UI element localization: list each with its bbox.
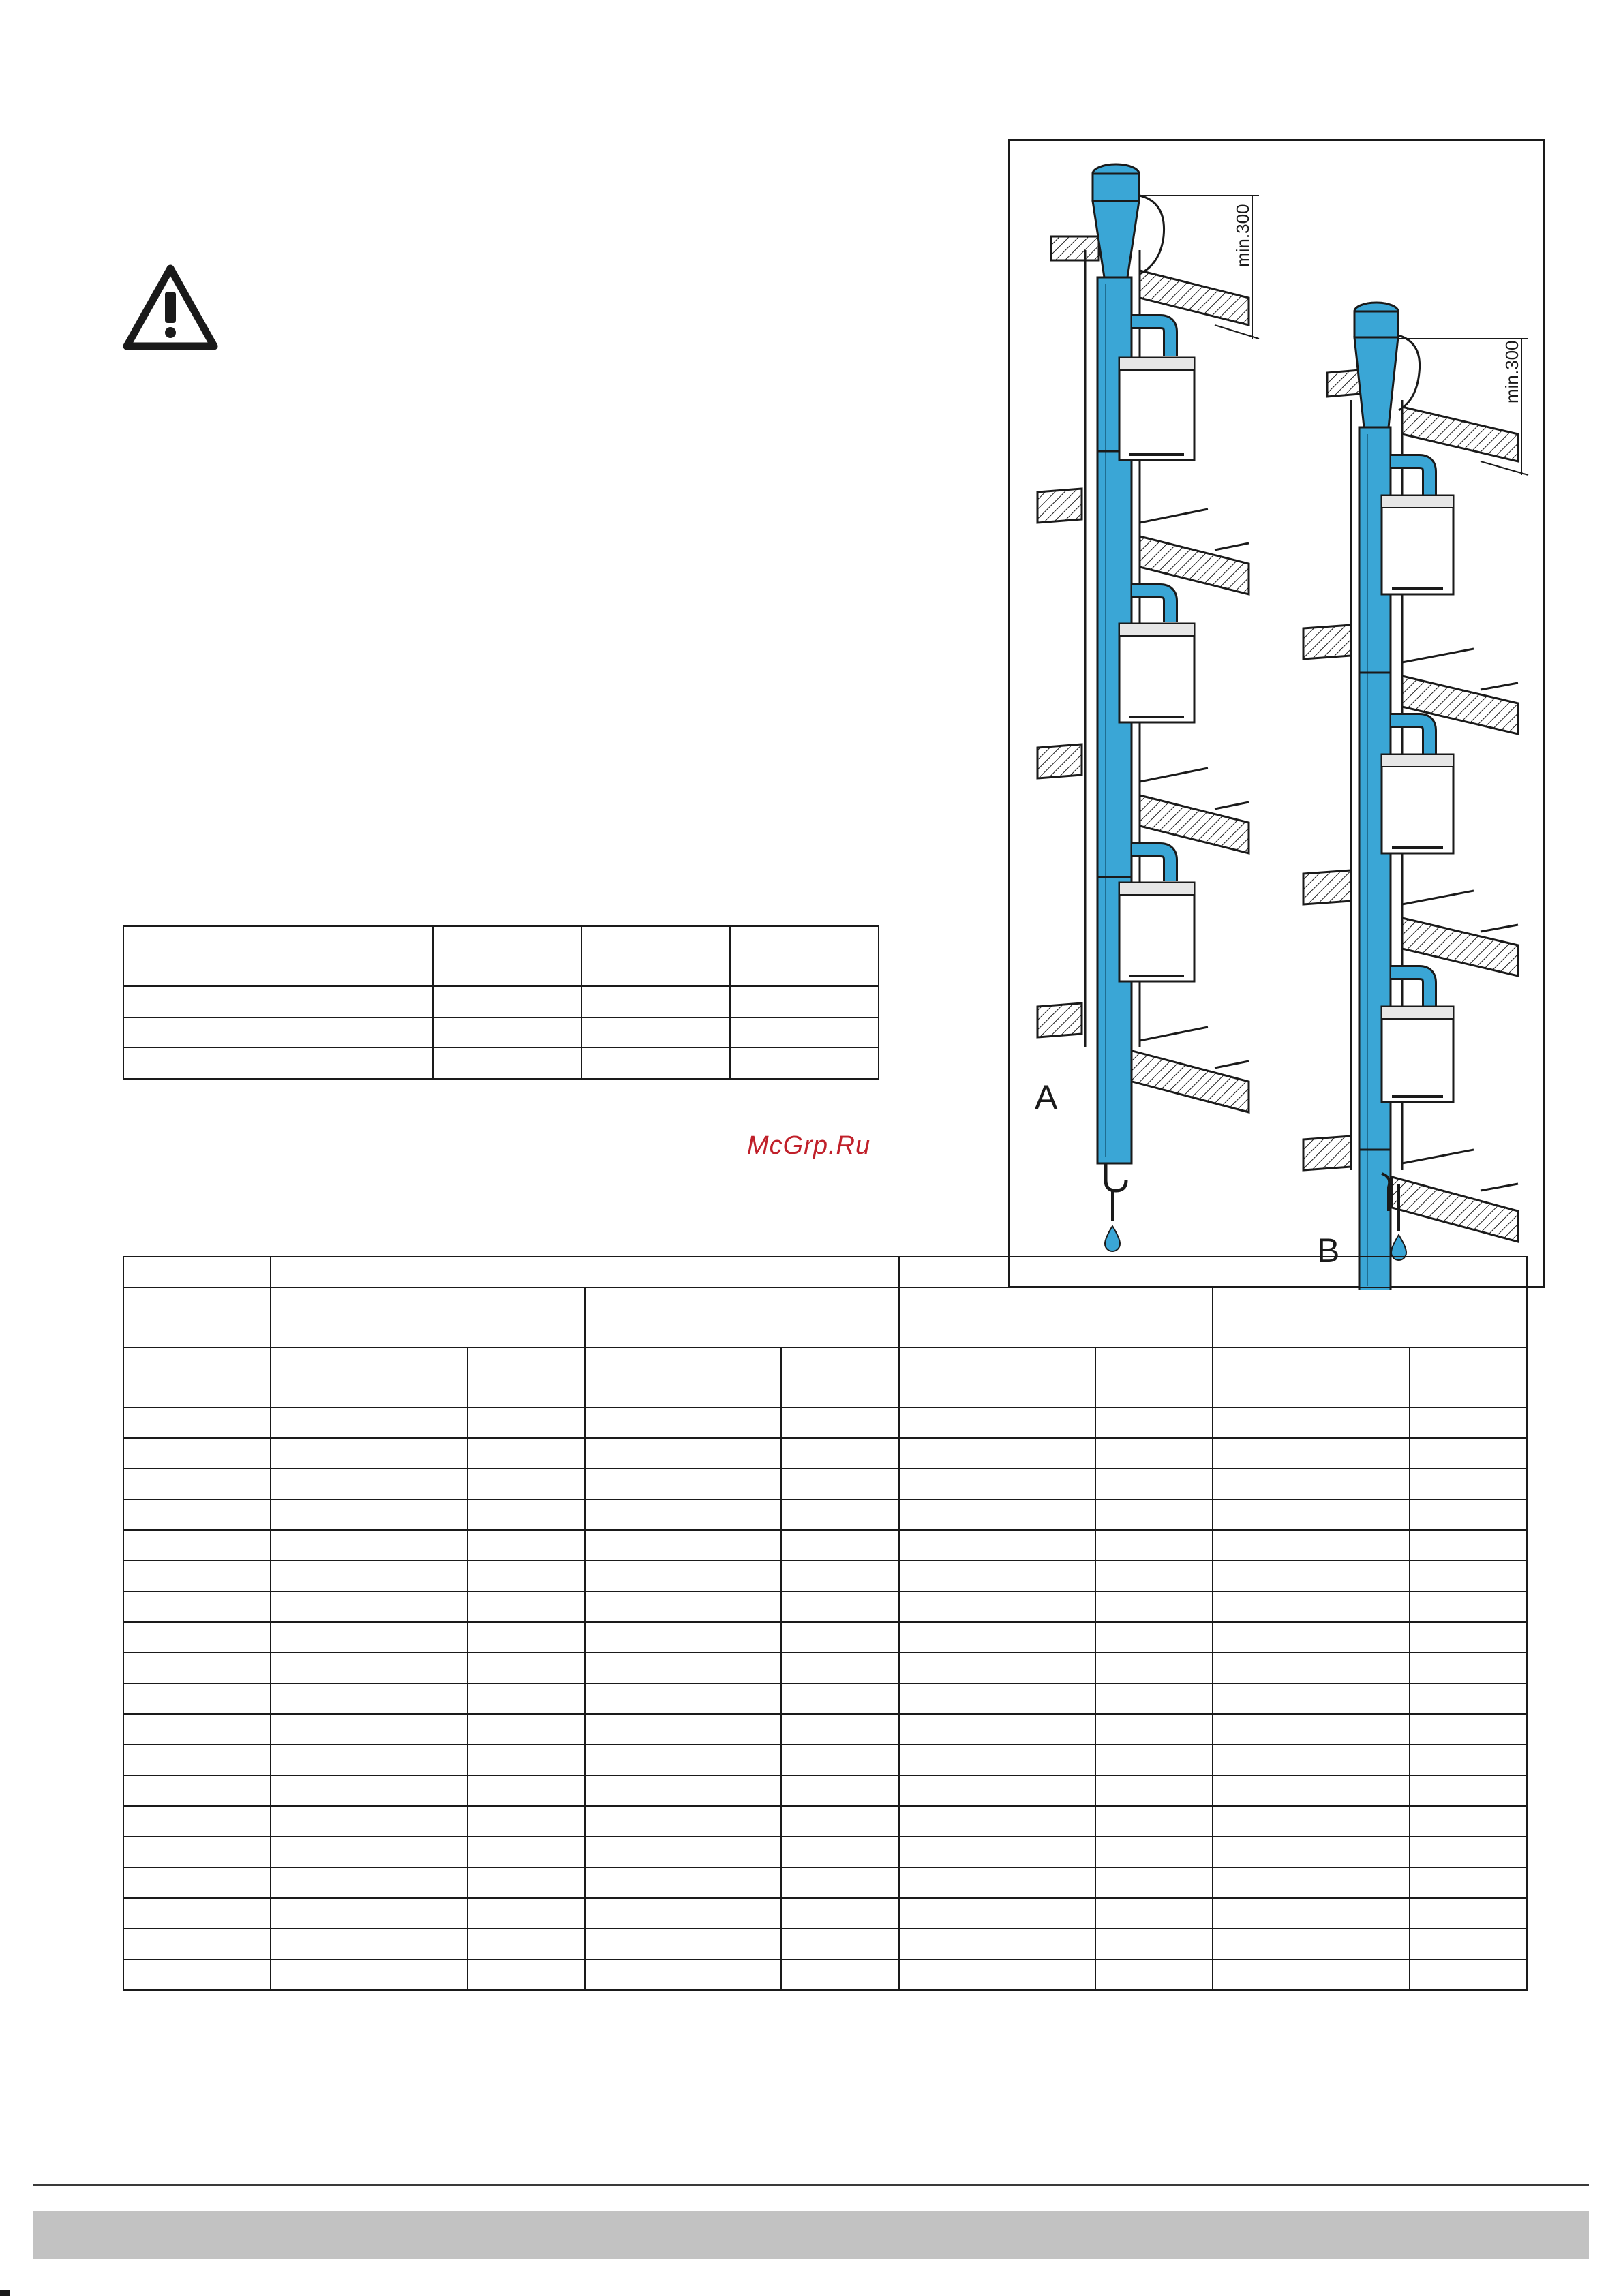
table-row [123,1929,1527,1959]
table-cell [781,1867,898,1898]
table-cell [585,1287,899,1347]
table-cell [1213,1745,1409,1775]
table-row [123,1959,1527,1990]
table-cell [1410,1806,1527,1837]
table-cell [781,1561,898,1591]
table-cell [1213,1806,1409,1837]
table-cell [1410,1347,1527,1407]
system-a [1035,164,1259,1251]
table-cell [1410,1530,1527,1561]
table-row [123,1561,1527,1591]
table-cell [899,1561,1095,1591]
table-cell [1410,1837,1527,1867]
table-cell [781,1653,898,1683]
table-cell [899,1837,1095,1867]
table-cell [468,1499,585,1530]
table-cell [1095,1407,1213,1438]
table-cell [271,1867,467,1898]
table-cell [781,1714,898,1745]
table-cell [433,1047,581,1079]
table-cell [1213,1499,1409,1530]
table-cell [1213,1469,1409,1499]
table-cell [123,1898,271,1929]
table-header-row [123,1347,1527,1407]
table-cell [123,1806,271,1837]
table-cell [899,1714,1095,1745]
table-cell [585,1898,781,1929]
table-cell [123,1017,433,1047]
table-cell [1410,1591,1527,1622]
table-cell [899,1959,1095,1990]
table-row [123,1017,879,1047]
table-cell [581,926,730,986]
table-cell [899,1867,1095,1898]
table-cell [123,1745,271,1775]
table-cell [468,1407,585,1438]
table-cell [468,1438,585,1469]
table-cell [1095,1591,1213,1622]
table-cell [1213,1775,1409,1806]
table-cell [123,1047,433,1079]
table-cell [1095,1561,1213,1591]
table-cell [123,1257,271,1287]
table-cell [1213,1591,1409,1622]
installation-figure [1008,139,1545,1288]
table-cell [271,1530,467,1561]
table-cell [581,986,730,1017]
table-cell [1095,1775,1213,1806]
table-cell [781,1837,898,1867]
table-cell [123,1714,271,1745]
table-cell [1095,1929,1213,1959]
table-cell [730,926,879,986]
table-cell [271,1499,467,1530]
table-cell [899,1257,1527,1287]
table-cell [123,1347,271,1407]
table-cell [271,1287,585,1347]
table-row [123,1714,1527,1745]
table-cell [1213,1530,1409,1561]
table-cell [899,1287,1213,1347]
table-cell [899,1469,1095,1499]
table-cell [468,1347,585,1407]
table-row [123,1806,1527,1837]
table-cell [585,1653,781,1683]
dimension-label-b: min.300 [1502,340,1522,403]
table-cell [1410,1775,1527,1806]
table-cell [1095,1683,1213,1714]
corner-mark [0,2290,10,2296]
table-cell [271,1257,898,1287]
table-cell [585,1867,781,1898]
table-cell [123,1438,271,1469]
table-cell [899,1683,1095,1714]
table-cell [1213,1347,1409,1407]
table-row [123,1867,1527,1898]
table-cell [899,1929,1095,1959]
table-cell [1213,1683,1409,1714]
table-cell [1410,1683,1527,1714]
table-cell [781,1530,898,1561]
table-cell [123,1561,271,1591]
table-header-row [123,1287,1527,1347]
table-cell [1095,1530,1213,1561]
table-cell [1095,1499,1213,1530]
watermark: McGrp.Ru [747,1131,871,1160]
table-cell [585,1745,781,1775]
table-cell [781,1622,898,1653]
table-row [123,1775,1527,1806]
table-cell [1095,1347,1213,1407]
table-cell [1410,1929,1527,1959]
table-cell [1213,1714,1409,1745]
table-cell [271,1959,467,1990]
table-cell [271,1347,467,1407]
table-cell [899,1622,1095,1653]
table-cell [1410,1867,1527,1898]
table-cell [585,1622,781,1653]
table-cell [585,1959,781,1990]
boiler-unit [1382,973,1453,1102]
table-cell [1410,1499,1527,1530]
table-cell [585,1683,781,1714]
table-cell [123,1959,271,1990]
table-cell [1095,1837,1213,1867]
table-cell [585,1347,781,1407]
table-cell [899,1898,1095,1929]
table-cell [1213,1438,1409,1469]
figure-label-b: B [1317,1231,1340,1270]
table-cell [899,1438,1095,1469]
table-cell [899,1499,1095,1530]
table-cell [123,1591,271,1622]
table-cell [1213,1837,1409,1867]
table-cell [271,1898,467,1929]
table-cell [781,1469,898,1499]
table-cell [585,1837,781,1867]
table-cell [730,1017,879,1047]
table-row [123,1837,1527,1867]
table-cell [1095,1867,1213,1898]
table-row [123,1438,1527,1469]
table-cell [123,1407,271,1438]
flue-installation-diagram [1010,141,1547,1290]
table-cell [1410,1622,1527,1653]
table-cell [468,1653,585,1683]
table-cell [468,1837,585,1867]
table-cell [781,1407,898,1438]
table-cell [271,1837,467,1867]
table-row [123,1469,1527,1499]
floor-slab [1037,744,1249,853]
table-cell [899,1806,1095,1837]
table-cell [781,1929,898,1959]
table-cell [1213,1653,1409,1683]
table-row [123,1530,1527,1561]
table-cell [271,1653,467,1683]
floor-slab [1327,369,1518,461]
table-cell [468,1622,585,1653]
table-cell [781,1745,898,1775]
table-cell [585,1591,781,1622]
table-cell [1213,1898,1409,1929]
table-cell [123,1622,271,1653]
table-cell [271,1561,467,1591]
table-cell [123,1867,271,1898]
table-cell [123,1653,271,1683]
warning-triangle-icon [123,264,218,350]
table-cell [781,1806,898,1837]
table-cell [585,1775,781,1806]
table-cell [899,1407,1095,1438]
table-cell [781,1898,898,1929]
table-cell [1213,1561,1409,1591]
footer-divider [33,2184,1589,2186]
table-cell [433,926,581,986]
table-cell [468,1929,585,1959]
table-cell [123,1469,271,1499]
table-cell [781,1775,898,1806]
floor-slab [1037,489,1249,594]
table-cell [123,1775,271,1806]
table-cell [468,1683,585,1714]
table-cell [433,986,581,1017]
table-cell [1095,1469,1213,1499]
floor-slab [1037,1003,1249,1112]
table-row [123,926,879,986]
table-cell [271,1407,467,1438]
floor-slab [1303,1136,1518,1242]
dimension-label-a: min.300 [1232,204,1253,267]
table-cell [1410,1653,1527,1683]
table-cell [1410,1745,1527,1775]
table-cell [1095,1959,1213,1990]
table-cell [468,1806,585,1837]
table-cell [585,1407,781,1438]
table-cell [585,1714,781,1745]
table-cell [730,986,879,1017]
table-row [123,1745,1527,1775]
table-cell [123,1530,271,1561]
floor-slab [1303,870,1518,976]
table-cell [581,1047,730,1079]
table-cell [271,1929,467,1959]
table-cell [1410,1561,1527,1591]
table-cell [1213,1929,1409,1959]
table-cell [781,1591,898,1622]
table-cell [585,1561,781,1591]
table-cell [1410,1898,1527,1929]
table-cell [781,1959,898,1990]
table-cell [271,1622,467,1653]
table-row [123,1499,1527,1530]
table-cell [585,1806,781,1837]
table-row [123,1047,879,1079]
table-cell [271,1438,467,1469]
table-cell [585,1499,781,1530]
system-b [1303,303,1528,1290]
table-cell [1410,1438,1527,1469]
table-cell [468,1591,585,1622]
table-row [123,1898,1527,1929]
footer-bar [33,2211,1589,2259]
table-header-row [123,1257,1527,1287]
table-cell [899,1775,1095,1806]
table-cell [585,1929,781,1959]
table-cell [899,1745,1095,1775]
table-cell [585,1530,781,1561]
table-cell [581,1017,730,1047]
table-cell [123,1499,271,1530]
table-cell [433,1017,581,1047]
table-row [123,1683,1527,1714]
table-cell [123,1683,271,1714]
table-cell [271,1806,467,1837]
table-cell [730,1047,879,1079]
table-row [123,1407,1527,1438]
table-cell [1410,1407,1527,1438]
table-row [123,986,879,1017]
table-cell [1213,1867,1409,1898]
table-cell [271,1683,467,1714]
table-row [123,1591,1527,1622]
table-cell [468,1867,585,1898]
floor-slab [1051,236,1249,325]
water-drop-icon [1105,1226,1120,1251]
table-cell [123,1929,271,1959]
table-cell [468,1898,585,1929]
figure-label-a: A [1035,1078,1058,1116]
table-cell [781,1347,898,1407]
table-cell [1213,1287,1527,1347]
table-cell [781,1499,898,1530]
table-cell [271,1775,467,1806]
table-cell [1213,1959,1409,1990]
parameters-table [123,925,879,1080]
table-cell [899,1653,1095,1683]
table-row [123,1653,1527,1683]
table-cell [468,1530,585,1561]
table-cell [1095,1622,1213,1653]
table-cell [1095,1806,1213,1837]
table-cell [899,1530,1095,1561]
table-cell [1095,1438,1213,1469]
table-cell [781,1683,898,1714]
boiler-unit [1382,461,1453,594]
table-cell [123,1287,271,1347]
table-cell [468,1561,585,1591]
table-cell [123,1837,271,1867]
table-cell [468,1959,585,1990]
table-cell [1213,1622,1409,1653]
boiler-unit [1382,720,1453,853]
table-cell [123,926,433,986]
table-cell [1095,1898,1213,1929]
table-cell [1095,1745,1213,1775]
table-cell [468,1469,585,1499]
table-row [123,1622,1527,1653]
table-cell [585,1438,781,1469]
table-cell [468,1745,585,1775]
table-cell [585,1469,781,1499]
table-cell [468,1714,585,1745]
table-cell [271,1745,467,1775]
table-cell [271,1591,467,1622]
table-cell [781,1438,898,1469]
table-cell [1410,1714,1527,1745]
table-cell [899,1591,1095,1622]
table-cell [1410,1959,1527,1990]
table-cell [1095,1714,1213,1745]
table-cell [123,986,433,1017]
flue-length-table [123,1256,1528,1991]
table-cell [271,1469,467,1499]
table-cell [1213,1407,1409,1438]
table-cell [468,1775,585,1806]
table-cell [1410,1469,1527,1499]
table-cell [271,1714,467,1745]
table-cell [1095,1653,1213,1683]
table-cell [899,1347,1095,1407]
